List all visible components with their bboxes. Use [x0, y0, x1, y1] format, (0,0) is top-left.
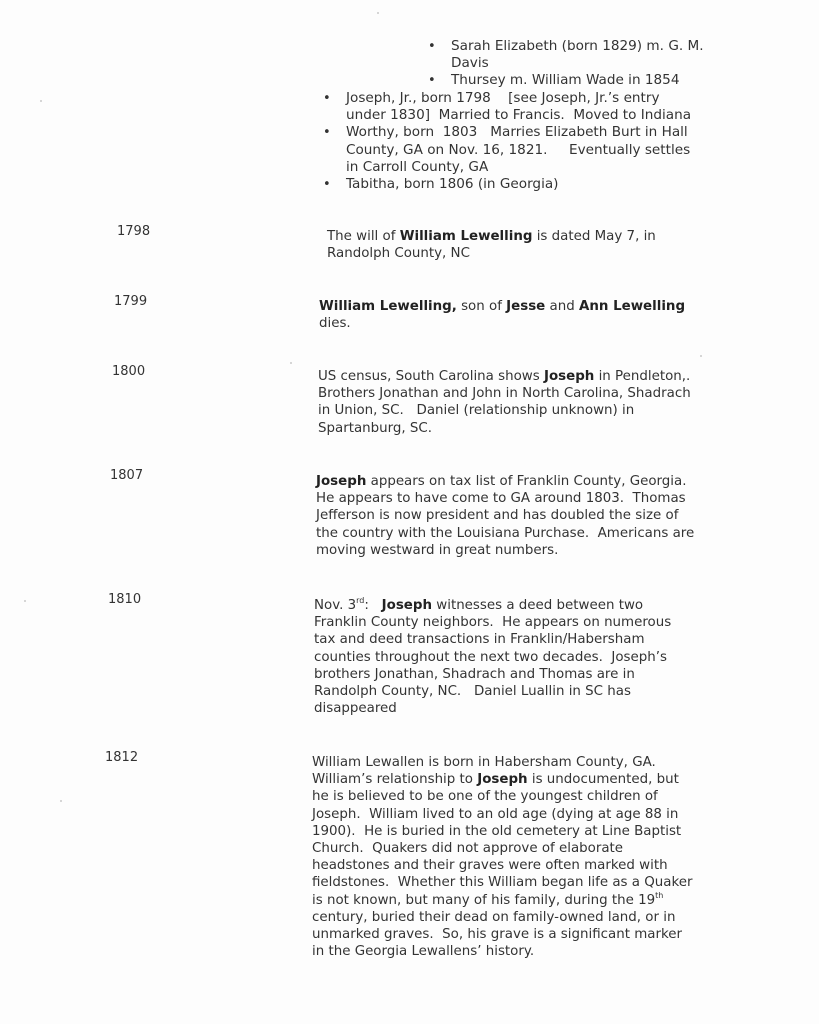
sub-bullet-item [428, 72, 751, 89]
bullet-text: Davis [451, 55, 489, 72]
entry-line [314, 700, 671, 717]
entry-line [319, 298, 685, 315]
sub-bullet-item [428, 38, 751, 72]
entry-line [312, 788, 693, 805]
text-run: counties throughout the next two decades. Joseph’s [314, 649, 667, 665]
text-run: he is believed to be one of the youngest children of [312, 789, 658, 805]
entry-year: 1798 [117, 224, 151, 239]
entry-line [312, 874, 693, 891]
entry-line [318, 368, 691, 385]
bold-name: Jesse [506, 299, 546, 314]
text-run: in Union, SC. Daniel (relationship unknown) in [318, 403, 635, 419]
entry-line [312, 771, 693, 788]
bullet-text: County, GA on Nov. 16, 1821. Eventually settles [346, 141, 691, 158]
bullet-icon: • [428, 39, 436, 54]
bullet-icon: • [323, 91, 331, 106]
entry-line [312, 909, 693, 926]
entry-line [327, 228, 656, 245]
bullet-item [323, 176, 726, 193]
entry-line [318, 385, 691, 402]
text-run: Joseph. William lived to an old age (dying at age 88 in [312, 806, 679, 822]
text-run: witnesses a deed between two [432, 598, 644, 613]
text-run: in the Georgia Lewallens’ history. [312, 944, 535, 960]
entry-line [312, 806, 693, 823]
text-run: William Lewallen is born in Habersham County, GA. [312, 755, 656, 770]
bold-name: William Lewelling [399, 229, 533, 244]
scan-speck [290, 362, 292, 364]
text-run: and [545, 299, 579, 314]
bullet-text: under 1830] Married to Francis. Moved to Indiana [346, 107, 692, 124]
text-run: Randolph County, NC [327, 246, 470, 262]
text-run: Spartanburg, SC. [318, 420, 433, 436]
text-run: is dated May 7, in [532, 229, 656, 244]
bold-name: Joseph [543, 369, 595, 384]
entry-line [318, 402, 691, 419]
entry-line [314, 614, 671, 631]
bold-name: Joseph [477, 772, 528, 788]
bullet-icon: • [323, 177, 331, 193]
scan-speck [40, 100, 42, 102]
bullet-text: Joseph, Jr., born 1798 [see Joseph, Jr.’s entry [346, 90, 660, 106]
text-run: moving westward in great numbers. [316, 542, 559, 558]
text-run: US census, South Carolina shows [318, 369, 544, 384]
text-run: son of [456, 299, 507, 314]
text-run: : [364, 598, 382, 613]
bullet-item [323, 124, 726, 176]
entry-line [316, 490, 694, 507]
text-run: the country with the Louisiana Purchase. Americans are [316, 525, 695, 541]
bullet-text: in Carroll County, GA [346, 158, 489, 175]
superscript: rd [356, 596, 365, 605]
entry-year: 1800 [112, 364, 146, 379]
entry-line [312, 857, 693, 874]
text-run: The will of [327, 229, 400, 244]
entry-line [319, 315, 685, 332]
entry-line [314, 597, 671, 614]
bullet-icon: • [428, 73, 436, 89]
bullet-text: Thursey m. William Wade in 1854 [451, 72, 680, 89]
text-run: unmarked graves. So, his grave is a significant marker [312, 927, 682, 943]
entry-line [314, 631, 671, 648]
text-run: Church. Quakers did not approve of elaborate [312, 841, 624, 857]
text-run: is undocumented, but [527, 772, 679, 788]
text-run: dies. [319, 316, 351, 332]
scan-speck [24, 600, 26, 602]
entry-text [316, 473, 694, 559]
bullet-text: Worthy, born 1803 Marries Elizabeth Burt in Hall [346, 124, 688, 141]
entry-line [314, 666, 671, 683]
bold-name: Joseph [381, 598, 433, 613]
entry-line [312, 892, 693, 909]
text-run: Franklin County neighbors. He appears on numerous [314, 615, 672, 631]
text-run: headstones and their graves were often marked with [312, 858, 668, 874]
text-run: disappeared [314, 701, 397, 717]
entry-line [318, 420, 691, 437]
superscript: th [655, 890, 664, 900]
entry-line [312, 823, 693, 840]
entry-line [312, 840, 693, 857]
text-run: Jefferson is now president and has doubled the size of [316, 508, 679, 524]
text-run: tax and deed transactions in Franklin/Habersham [314, 632, 645, 648]
entry-line [314, 649, 671, 666]
entry-text [327, 228, 656, 262]
child-bullet-list [323, 90, 726, 193]
text-run: in Pendleton,. [594, 369, 691, 384]
text-run: appears on tax list of Franklin County, Georgia. [366, 474, 687, 489]
entry-line [312, 926, 693, 943]
text-run: William’s relationship to [312, 772, 478, 788]
entry-year: 1799 [114, 294, 148, 309]
text-run: Randolph County, NC. Daniel Luallin in SC has [314, 684, 631, 700]
scan-speck [60, 800, 62, 802]
entry-line [316, 507, 694, 524]
entry-year: 1807 [110, 468, 144, 483]
bullet-icon: • [323, 125, 331, 141]
text-run: He appears to have come to GA around 1803. Thomas [316, 491, 686, 507]
bullet-text: Sarah Elizabeth (born 1829) m. G. M. [451, 38, 704, 54]
text-run: century, buried their dead on family-owned land, or in [312, 909, 676, 925]
entry-text [314, 597, 671, 717]
entry-text [312, 754, 693, 960]
entry-line [316, 542, 694, 559]
bullet-item [323, 90, 726, 124]
bullet-text: Tabitha, born 1806 (in Georgia) [346, 176, 559, 193]
entry-line [327, 245, 656, 262]
text-run: is not known, but many of his family, during the 19 [312, 892, 656, 908]
text-run: 1900). He is buried in the old cemetery at Line Baptist [312, 823, 682, 839]
text-run: fieldstones. Whether this William began life as a Quaker [312, 875, 693, 891]
entry-line [316, 473, 694, 490]
scan-speck [700, 355, 702, 357]
entry-text [318, 368, 691, 437]
entry-year: 1810 [108, 592, 142, 607]
entry-line [314, 683, 671, 700]
entry-line [312, 943, 693, 960]
entry-text [319, 298, 685, 332]
scan-speck [377, 12, 379, 14]
sub-bullet-list [428, 38, 751, 90]
entry-line [312, 754, 693, 771]
bold-name: Joseph [316, 474, 367, 489]
text-run: brothers Jonathan, Shadrach and Thomas are in [314, 666, 635, 682]
text-run: Brothers Jonathan and John in North Carolina, Shadrach [318, 386, 691, 402]
bold-name: Ann Lewelling [578, 299, 686, 314]
entry-year: 1812 [105, 750, 139, 765]
bold-name: William Lewelling, [319, 299, 457, 314]
text-run: Nov. 3 [314, 598, 357, 613]
entry-line [316, 525, 694, 542]
